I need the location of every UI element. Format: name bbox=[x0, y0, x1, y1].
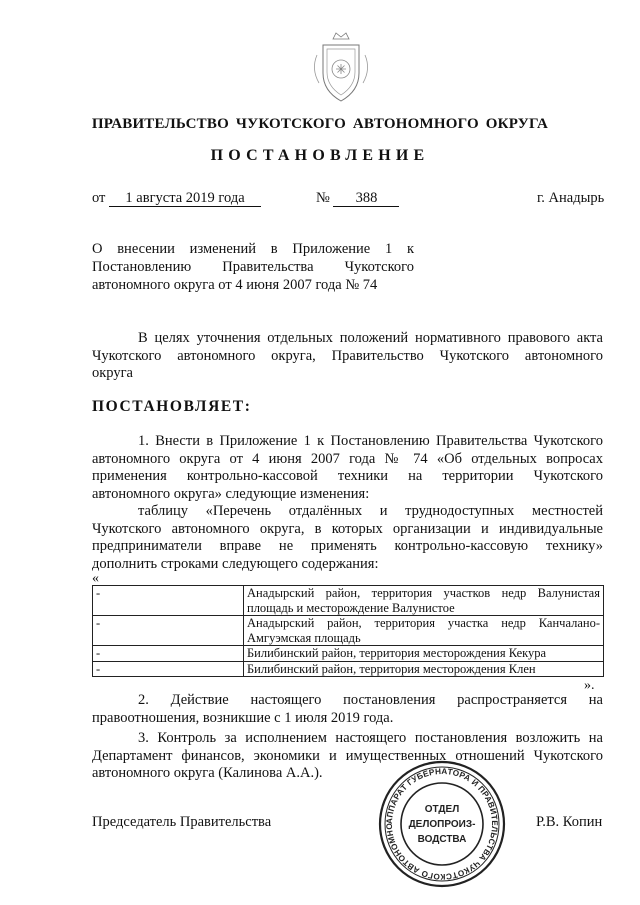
paragraph-line: предприниматели вправе не применять контрольно-кассовую технику» bbox=[92, 538, 603, 554]
subject-line: О внесении изменений в Приложение 1 к bbox=[92, 241, 414, 257]
regions-table bbox=[92, 585, 604, 677]
paragraph-line: автономного округа от 4 июня 2007 года № 74 «Об отдельных вопросах bbox=[92, 450, 603, 467]
table-cell: - bbox=[93, 616, 244, 646]
coat-of-arms-icon bbox=[303, 25, 379, 107]
date-field bbox=[92, 190, 261, 207]
paragraph-line: автономного округа» следующие изменения: bbox=[92, 485, 370, 502]
quote-open: « bbox=[92, 571, 99, 586]
paragraph-line: дополнить строками следующего содержания: bbox=[92, 555, 379, 572]
table-cell: - bbox=[93, 661, 244, 677]
number-value: 388 bbox=[333, 191, 399, 207]
table-cell: Анадырский район, территория участка недр Канчалано-Амгуэмская площадь bbox=[244, 616, 604, 646]
table-row bbox=[93, 661, 604, 677]
document-type: ПОСТАНОВЛЕНИЕ bbox=[210, 147, 430, 164]
paragraph-line: применения контрольно-кассовой техники на территории Чукотского bbox=[92, 468, 603, 484]
office-stamp bbox=[378, 760, 506, 888]
quote-close: ». bbox=[584, 678, 595, 693]
paragraph-line: Чукотского автономного округа, в которых организации и индивидуальные bbox=[92, 520, 603, 537]
table-cell: - bbox=[93, 646, 244, 662]
table-cell: - bbox=[93, 586, 244, 616]
table-cell: Анадырский район, территория участков недр Валунистая площадь и месторождение Валунистое bbox=[244, 586, 604, 616]
subject-line: автономного округа от 4 июня 2007 года № 74 bbox=[92, 277, 378, 293]
paragraph-line: правоотношения, возникшие с 1 июля 2019 года. bbox=[92, 709, 394, 726]
table-cell: Билибинский район, территория месторождения Клен bbox=[244, 661, 604, 677]
preamble bbox=[92, 330, 603, 383]
item-1 bbox=[92, 433, 603, 573]
subject-line: Постановлению Правительства Чукотского bbox=[92, 259, 414, 275]
stamp-line: ОТДЕЛ bbox=[424, 804, 460, 815]
paragraph-line: 3. Контроль за исполнением настоящего постановления возложить на bbox=[138, 730, 603, 746]
paragraph-line: Департамент финансов, экономики и имущественных отношений Чукотского bbox=[92, 747, 603, 764]
decree-heading: ПОСТАНОВЛЯЕТ: bbox=[92, 398, 252, 415]
table-row bbox=[93, 646, 604, 662]
paragraph-line: 1. Внести в Приложение 1 к Постановлению Правительства Чукотского bbox=[138, 433, 603, 449]
paragraph-line: округа bbox=[92, 365, 133, 381]
item-2 bbox=[92, 692, 603, 727]
city: г. Анадырь bbox=[537, 190, 605, 206]
paragraph-line: автономного округа (Калинова А.А.). bbox=[92, 765, 323, 781]
table-row bbox=[93, 586, 604, 616]
table-row bbox=[93, 616, 604, 646]
number-field bbox=[316, 190, 399, 207]
date-prefix: от bbox=[92, 190, 106, 206]
stamp-line: ДЕЛОПРОИЗ- bbox=[408, 819, 476, 830]
signatory-name: Р.В. Копин bbox=[536, 814, 603, 830]
stamp-line: ВОДСТВА bbox=[417, 834, 467, 845]
stamp-ring-text: АППАРАТ ГУБЕРНАТОРА И ПРАВИТЕЛЬСТВА ЧУКОТСКОГО АВТОНОМНО bbox=[384, 766, 500, 882]
number-prefix: № bbox=[316, 190, 330, 206]
paragraph-line: таблицу «Перечень отдалённых и труднодоступных местностей bbox=[138, 503, 603, 519]
table-cell: Билибинский район, территория месторождения Кекура bbox=[244, 646, 604, 662]
paragraph-line: 2. Действие настоящего постановления распространяется на bbox=[138, 692, 603, 708]
government-title: ПРАВИТЕЛЬСТВО ЧУКОТСКОГО АВТОНОМНОГО ОКРУГА bbox=[91, 116, 549, 132]
date-value: 1 августа 2019 года bbox=[109, 191, 261, 207]
document-subject bbox=[92, 240, 414, 294]
paragraph-line: Чукотского автономного округа, Правительство Чукотского автономного bbox=[92, 347, 603, 364]
signatory-position: Председатель Правительства bbox=[92, 814, 272, 830]
paragraph-line: В целях уточнения отдельных положений нормативного правового акта bbox=[138, 330, 603, 346]
item-3 bbox=[92, 730, 603, 783]
